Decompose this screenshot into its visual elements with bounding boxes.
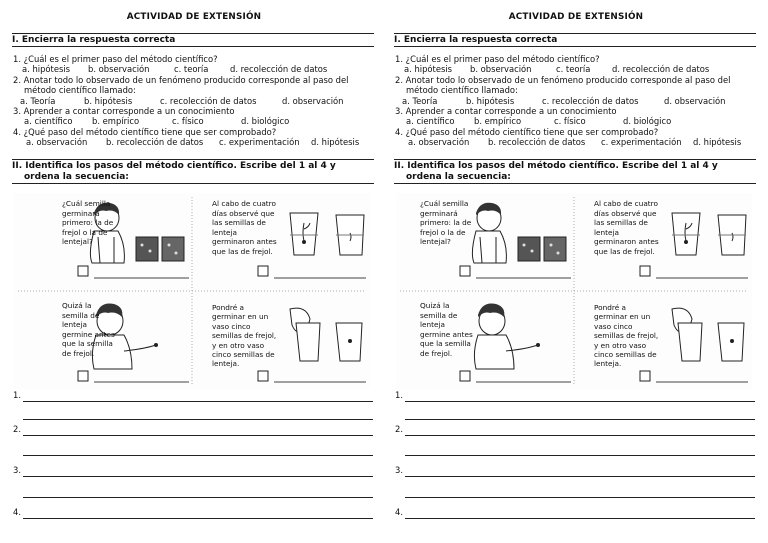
option-row — [13, 137, 375, 147]
panel-3-caption — [420, 301, 473, 359]
answer-box-4 — [258, 371, 268, 381]
section-2-line-2: ordena la secuencia: — [24, 171, 129, 182]
answer-box-1 — [460, 266, 470, 276]
caption-line: Pondré a — [212, 303, 244, 312]
line-number: 4. — [395, 507, 403, 517]
question-4 — [13, 127, 375, 148]
caption-line: frejol o la de — [420, 227, 466, 237]
option-a[interactable]: a. hipótesis — [22, 64, 71, 75]
question-text-cont: método científico llamado: — [406, 85, 518, 96]
option-b[interactable]: b. recolección de datos — [106, 137, 204, 148]
sequence-illustration — [14, 193, 370, 389]
caption-line: que las de frejol. — [212, 246, 273, 256]
caption-line: vaso cinco — [212, 321, 251, 331]
option-a[interactable]: a. observación — [26, 137, 88, 148]
line-number: 4. — [13, 507, 21, 517]
question-4 — [395, 127, 757, 148]
option-c[interactable]: c. experimentación — [219, 137, 300, 148]
answer-box-3 — [78, 371, 88, 381]
panel-2-caption — [212, 199, 277, 257]
question-2 — [13, 75, 375, 106]
option-row — [395, 64, 757, 74]
answer-line-blank[interactable] — [395, 408, 755, 420]
option-row — [13, 96, 375, 106]
question-text: 2. Anotar todo lo observado de un fenómeno producido corresponde al paso del — [395, 74, 731, 85]
caption-line: días observé que — [594, 208, 657, 218]
caption-line: las semillas de — [212, 218, 266, 228]
answer-box-2 — [640, 266, 650, 276]
option-row — [395, 96, 757, 106]
option-d[interactable]: d. biológico — [241, 116, 290, 127]
option-d[interactable]: d. hipótesis — [693, 137, 742, 148]
worksheet-copy-right — [390, 0, 762, 543]
section-2-heading — [12, 159, 374, 184]
caption-line: germinaron antes — [212, 237, 277, 247]
caption-line: Quizá la — [420, 301, 450, 310]
caption-line: semillas de frejol, — [212, 331, 277, 341]
option-d[interactable]: d. biológico — [623, 116, 672, 127]
panel-1-caption — [62, 199, 113, 247]
caption-line: germine antes — [62, 329, 115, 339]
answer-line-blank[interactable] — [13, 444, 373, 456]
panel-3-caption — [62, 301, 115, 359]
answer-line-1[interactable] — [13, 390, 373, 402]
option-c[interactable]: c. recolección de datos — [542, 95, 639, 106]
line-number: 2. — [13, 424, 21, 434]
question-2 — [395, 75, 757, 106]
caption-line: ¿Cuál semilla — [62, 199, 111, 208]
option-a[interactable]: a. científico — [24, 116, 73, 127]
line-number: 3. — [395, 465, 403, 475]
caption-line: cinco semillas de — [212, 350, 275, 360]
caption-line: semilla de — [62, 310, 100, 320]
caption-line: lenteja — [594, 227, 619, 237]
option-row — [13, 116, 375, 126]
caption-line: días observé que — [212, 208, 275, 218]
caption-line: primero: la de — [62, 218, 114, 228]
answer-line-blank[interactable] — [13, 408, 373, 420]
section-1-heading: I. Encierra la respuesta correcta — [394, 33, 756, 47]
option-d[interactable]: d. observación — [282, 95, 344, 106]
option-a[interactable]: a. observación — [408, 137, 470, 148]
panel-4-caption — [594, 303, 658, 369]
option-a[interactable]: a. Teoría — [402, 95, 438, 106]
question-text: 4. ¿Qué paso del método científico tiene que ser comprobado? — [13, 126, 277, 137]
worksheet-title: ACTIVIDAD DE EXTENSIÓN — [508, 12, 644, 22]
question-text: 2. Anotar todo lo observado de un fenómeno producido corresponde al paso del — [13, 74, 349, 85]
caption-line: germinará — [62, 208, 100, 218]
question-list — [395, 54, 757, 148]
answer-line-blank[interactable] — [395, 486, 755, 498]
question-text: 4. ¿Qué paso del método científico tiene que ser comprobado? — [395, 126, 659, 137]
answer-line-2[interactable] — [395, 424, 755, 436]
option-b[interactable]: b. recolección de datos — [488, 137, 586, 148]
panel-4-caption — [212, 303, 276, 369]
caption-line: lentejal? — [62, 237, 93, 247]
question-list — [13, 54, 375, 148]
answer-box-4 — [640, 371, 650, 381]
option-c[interactable]: c. teoría — [174, 64, 209, 75]
section-2-line-1: II. Identifica los pasos del método científico. Escribe del 1 al 4 y — [394, 161, 718, 171]
option-d[interactable]: d. hipótesis — [311, 137, 360, 148]
section-1-heading: I. Encierra la respuesta correcta — [12, 33, 374, 47]
question-text: 1. ¿Cuál es el primer paso del método científico? — [13, 54, 218, 64]
caption-line: que la semilla — [420, 339, 471, 349]
caption-line: frejol o la de — [62, 227, 108, 237]
worksheet-copy-left — [8, 0, 380, 543]
answer-box-2 — [258, 266, 268, 276]
question-1 — [395, 54, 757, 75]
caption-line: cinco semillas de — [594, 350, 657, 360]
sequence-illustration — [396, 193, 752, 389]
option-c[interactable]: c. recolección de datos — [160, 95, 257, 106]
line-number: 3. — [13, 465, 21, 475]
answer-line-3[interactable] — [13, 465, 373, 477]
caption-line: ¿Cuál semilla — [420, 199, 469, 208]
caption-line: Al cabo de cuatro — [212, 199, 276, 208]
worksheet-title: ACTIVIDAD DE EXTENSIÓN — [126, 12, 262, 22]
caption-line: primero: la de — [420, 218, 472, 228]
line-number: 2. — [395, 424, 403, 434]
option-a[interactable]: a. Teoría — [20, 95, 56, 106]
panel-1-caption — [420, 199, 471, 247]
caption-line: semillas de frejol, — [594, 331, 659, 341]
answer-box-3 — [460, 371, 470, 381]
caption-line: que la semilla — [62, 339, 113, 349]
panel-2-caption — [594, 199, 659, 257]
question-1 — [13, 54, 375, 75]
answer-line-blank[interactable] — [13, 486, 373, 498]
option-c[interactable]: c. experimentación — [601, 137, 682, 148]
option-d[interactable]: d. recolección de datos — [612, 64, 710, 75]
caption-line: lenteja — [420, 320, 445, 330]
option-row — [395, 116, 757, 126]
option-row — [395, 137, 757, 147]
answer-box-1 — [78, 266, 88, 276]
option-b[interactable]: b. observación — [88, 64, 150, 75]
option-d[interactable]: d. observación — [664, 95, 726, 106]
answer-line-blank[interactable] — [395, 444, 755, 456]
caption-line: germinar en un — [594, 312, 651, 322]
caption-line: de frejol. — [420, 348, 453, 358]
caption-line: semilla de — [420, 310, 458, 320]
caption-line: lenteja — [62, 320, 87, 330]
option-row — [13, 64, 375, 74]
caption-line: germinar en un — [212, 312, 269, 322]
caption-line: lenteja. — [594, 359, 622, 369]
answer-line-3[interactable] — [395, 465, 755, 477]
caption-line: Quizá la — [62, 301, 92, 310]
caption-line: y en otro vaso — [212, 340, 265, 350]
caption-line: lentejal? — [420, 237, 451, 247]
section-2-line-1: II. Identifica los pasos del método científico. Escribe del 1 al 4 y — [12, 161, 336, 171]
caption-line: de frejol. — [62, 348, 95, 358]
option-b[interactable]: b. empírico — [92, 116, 140, 127]
question-3 — [13, 106, 375, 127]
option-b[interactable]: b. observación — [470, 64, 532, 75]
option-b[interactable]: b. empírico — [474, 116, 522, 127]
option-a[interactable]: a. científico — [406, 116, 455, 127]
caption-line: lenteja — [212, 227, 237, 237]
question-text: 3. Aprender a contar corresponde a un conocimiento — [13, 106, 235, 117]
option-b[interactable]: b. hipótesis — [84, 95, 133, 106]
question-text: 3. Aprender a contar corresponde a un conocimiento — [395, 106, 617, 117]
option-d[interactable]: d. recolección de datos — [230, 64, 328, 75]
section-2-heading — [394, 159, 756, 184]
answer-line-4[interactable] — [395, 507, 755, 519]
question-text: 1. ¿Cuál es el primer paso del método científico? — [395, 54, 600, 64]
caption-line: y en otro vaso — [594, 340, 647, 350]
caption-line: Pondré a — [594, 303, 626, 312]
question-3 — [395, 106, 757, 127]
answer-line-4[interactable] — [13, 507, 373, 519]
caption-line: vaso cinco — [594, 321, 633, 331]
option-c[interactable]: c. teoría — [556, 64, 591, 75]
question-text-cont: método científico llamado: — [24, 85, 136, 96]
line-number: 1. — [395, 390, 403, 400]
caption-line: germinaron antes — [594, 237, 659, 247]
answer-line-2[interactable] — [13, 424, 373, 436]
option-c[interactable]: c. físico — [172, 116, 204, 127]
option-c[interactable]: c. físico — [554, 116, 586, 127]
caption-line: germine antes — [420, 329, 473, 339]
caption-line: germinará — [420, 208, 458, 218]
caption-line: lenteja. — [212, 359, 240, 369]
line-number: 1. — [13, 390, 21, 400]
answer-line-1[interactable] — [395, 390, 755, 402]
section-2-line-2: ordena la secuencia: — [406, 171, 511, 182]
caption-line: las semillas de — [594, 218, 648, 228]
caption-line: Al cabo de cuatro — [594, 199, 658, 208]
option-b[interactable]: b. hipótesis — [466, 95, 515, 106]
caption-line: que las de frejol. — [594, 246, 655, 256]
option-a[interactable]: a. hipótesis — [404, 64, 453, 75]
